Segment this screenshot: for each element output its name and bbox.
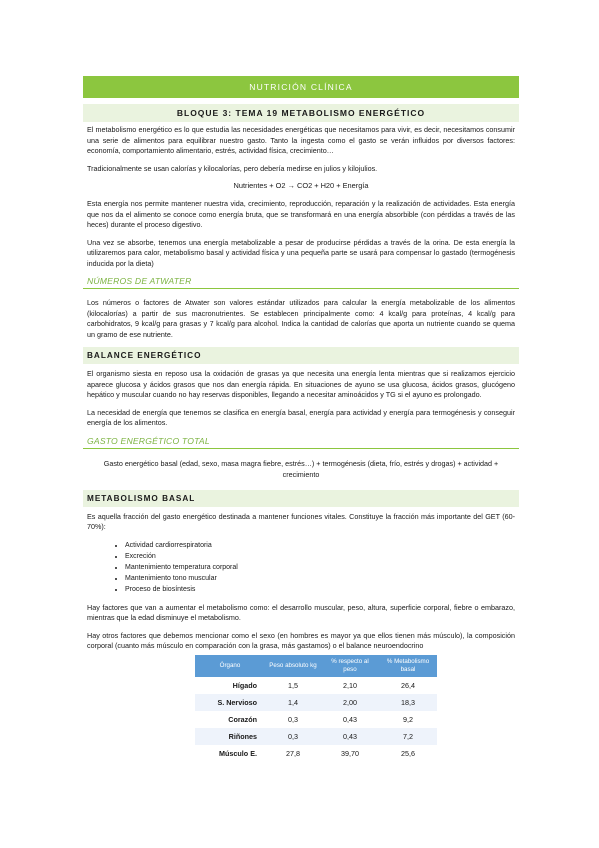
table-cell: 26,4	[401, 680, 415, 690]
balance-heading: BALANCE ENERGÉTICO	[83, 347, 519, 364]
atwater-heading: NÚMEROS DE ATWATER	[83, 276, 519, 289]
table-cell: 1,5	[288, 680, 298, 690]
table-row	[195, 677, 437, 694]
table-cell: 9,2	[403, 714, 413, 724]
basal-paragraph-3: Hay otros factores que debemos mencionar como el sexo (en hombres es mayor ya que ellos tienen más músculo), la composición corporal (cuanto más músculo en comparación con la grasa, más gastamos) o el balance neuroendocrino	[87, 630, 515, 650]
gasto-heading: GASTO ENERGÉTICO TOTAL	[83, 436, 519, 449]
gasto-formula: Gasto energético basal (edad, sexo, masa magra fiebre, estrés…) + termogénesis (dieta, frío, estrés y drogas) + actividad + crecimiento	[103, 458, 499, 479]
list-item: • Actividad cardiorrespiratoria	[125, 540, 519, 551]
table-cell: 27,8	[286, 748, 300, 758]
column-header: Peso absoluto kg	[265, 655, 321, 677]
table-cell: 0,3	[288, 714, 298, 724]
balance-paragraph-2: La necesidad de energía que tenemos se clasifica en energía basal, energía para actividad y energía para termogénesis y conseguir energía de los alimentos.	[87, 407, 515, 427]
list-item: • Mantenimiento tono muscular	[125, 573, 519, 584]
table-cell: 1,4	[265, 694, 321, 711]
block-title: BLOQUE 3: TEMA 19 METABOLISMO ENERGÉTICO	[83, 104, 519, 122]
table-row	[195, 694, 437, 711]
list-item: • Mantenimiento temperatura corporal	[125, 562, 519, 573]
basal-paragraph-2: Hay factores que van a aumentar el metabolismo como: el desarrollo muscular, peso, altura, superficie corporal, fiebre o embarazo, mientras que la edad disminuye el metabolismo.	[87, 602, 515, 622]
table-row	[195, 728, 437, 745]
table-row	[195, 745, 437, 762]
table-cell: 18,3	[379, 694, 437, 711]
intro-paragraph-4: Una vez se absorbe, tenemos una energía metabolizable a pesar de producirse pérdidas a través de la orina. De esta energía la utilizaremos para calor, metabolismo basal y actividad física y una pequeña parte se usará para compensar lo gastado (termogénesis inducida por la dieta)	[87, 237, 515, 268]
column-header: % Metabolismo basal	[379, 655, 437, 677]
table-cell: 0,43	[343, 714, 357, 724]
energy-formula: Nutrientes + O2 → CO2 + H20 + Energía	[233, 181, 369, 190]
table-cell: Corazón	[228, 714, 257, 724]
intro-paragraph-3: Esta energía nos permite mantener nuestra vida, crecimiento, reproducción, reparación y la realización de actividades. Esta energía que nos da el alimento se conoce como energía bruta, que se transformará en una energía absorbible (con pérdidas a través de las heces) durante el proceso digestivo.	[87, 199, 515, 229]
table-cell: Músculo E.	[219, 748, 257, 758]
organ-metabolism-table	[195, 655, 437, 762]
table-header-row	[195, 655, 437, 677]
table-cell: S. Nervioso	[195, 694, 265, 711]
table-cell: Hígado	[232, 680, 257, 690]
table-cell: Riñones	[195, 728, 265, 745]
column-header: % respecto al peso	[321, 655, 379, 677]
balance-paragraph-1: El organismo siesta en reposo usa la oxidación de grasas ya que necesita una energía lenta mientras que si realizamos ejercicio aparece glucosa y ácidos grasos que nos dan energía rápida. En situaciones de ayuno se usa glucosa, ácidos grasos, glucógeno hepático y muscular cuando no hay reservas disponibles, llegando a necesitar aminoácidos y TG si el ayuno es prolongado.	[87, 369, 515, 399]
column-header: Órgano	[195, 655, 265, 677]
table-cell: 39,70	[341, 748, 359, 758]
subject-banner: NUTRICIÓN CLÍNICA	[83, 76, 519, 98]
intro-paragraph-2: Tradicionalmente se usan calorías y kilocalorías, pero debería medirse en julios y kilojulios.	[87, 163, 378, 173]
table-cell: 25,6	[401, 748, 415, 758]
basal-paragraph-1: Es aquella fracción del gasto energético destinada a mantener funciones vitales. Constituye la fracción más importante del GET (60-70%):	[87, 511, 515, 531]
atwater-paragraph: Los números o factores de Atwater son valores estándar utilizados para calcular la energía metabolizable de los alimentos (kilocalorías) a partir de sus macronutrientes. Se establecen principalmente como: 4 kcal/g para proteínas, 4 kcal/g para carbohidratos, 9 kcal/g para grasas y 7 kcal/g para alcohol. Indica la cantidad de calorías que aporta un nutriente cuando se quema un gramo de ese nutriente.	[87, 298, 515, 339]
basal-list	[83, 540, 519, 595]
table-cell: 7,2	[379, 728, 437, 745]
table-cell: 0,43	[321, 728, 379, 745]
table-cell: 2,00	[321, 694, 379, 711]
document-page	[83, 76, 519, 762]
table-cell: 0,3	[265, 728, 321, 745]
intro-paragraph-1: El metabolismo energético es lo que estudia las necesidades energéticas que necesitamos para vivir, es decir, necesitamos consumir una serie de alimentos para equilibrar nuestro gasto. Tanto la ingesta como el gasto se verán influidos por diversos factores: economía, comportamiento alimentario, estrés, actividad física, crecimiento…	[87, 125, 515, 155]
table-cell: 2,10	[343, 680, 357, 690]
list-item: • Excreción	[125, 551, 519, 562]
table-row	[195, 711, 437, 728]
list-item: • Proceso de biosíntesis	[125, 584, 519, 595]
basal-heading: METABOLISMO BASAL	[83, 490, 519, 507]
